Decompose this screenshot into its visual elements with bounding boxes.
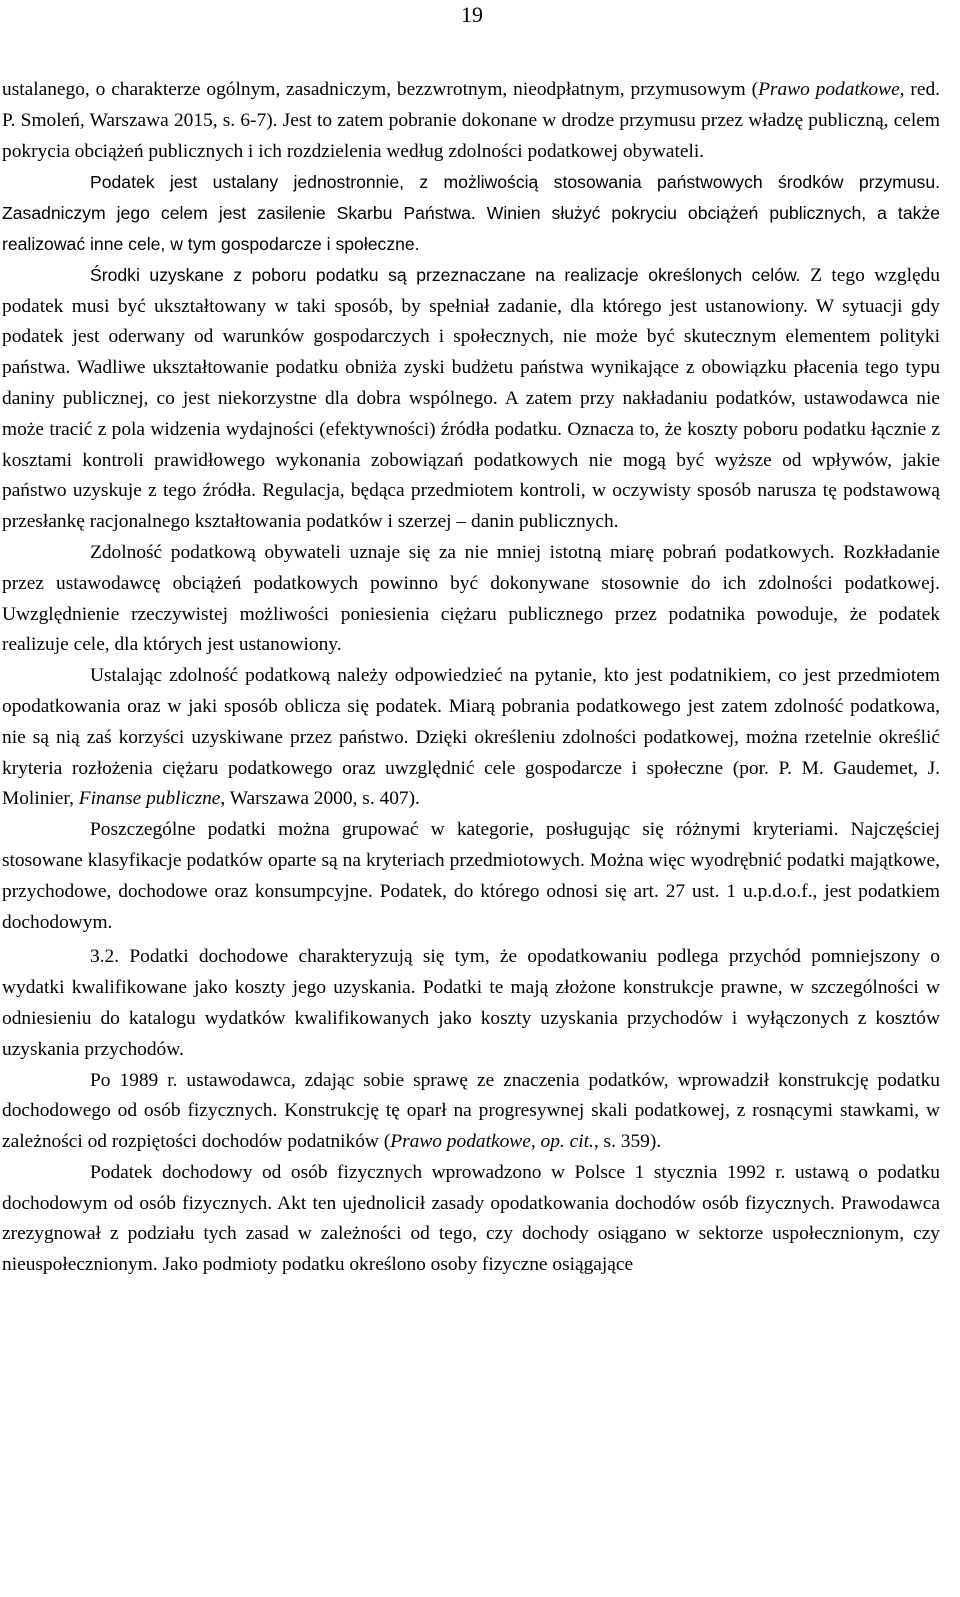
text-segment: Po 1989 r. ustawodawca, zdając sobie sprawę ze znaczenia podatków, wprowadził konstrukcję podatku dochodowego od osób fizycznych. Konstrukcję tę oparł na progresywnej skali podatkowej, z rosnącymi stawkami, w zależności od rozpiętości dochodów podatników ( (2, 1069, 940, 1153)
paragraph (2, 661, 940, 815)
text-segment: Podatek jest ustalany jednostronnie, z możliwością stosowania państwowych środków przymusu. Zasadniczym jego celem jest zasilenie Skarbu Państwa. Winien służyć pokryciu obciążeń publicznych, a także realizować inne cele, w tym gospodarcze i społeczne. (2, 172, 940, 254)
text-segment: Środki uzyskane z poboru podatku są przeznaczane na realizacje określonych celów. (90, 264, 801, 285)
paragraph (2, 942, 940, 1065)
paragraph (2, 1066, 940, 1158)
paragraph (2, 1158, 940, 1281)
paragraph (2, 260, 940, 538)
paragraph (2, 815, 940, 938)
paragraph (2, 538, 940, 661)
text-segment: ustalanego, o charakterze ogólnym, zasadniczym, bezzwrotnym, nieodpłatnym, przymusowym ( (2, 79, 759, 100)
text-segment: Prawo podatkowe (758, 79, 900, 100)
text-segment: Prawo podatkowe, op. cit. (390, 1131, 594, 1153)
text-segment: Finanse publiczne (78, 788, 221, 810)
paragraph (2, 167, 940, 259)
text-segment: , red. P. Smoleń, Warszawa 2015, s. 6-7). Jest to zatem pobranie dokonane w drodze przymusu przez władzę publiczną, celem pokrycia obciążeń publicznych i ich rozdzielenia według zdolności podatkowej obywateli. (2, 79, 940, 162)
text-segment: , s. 359). (593, 1131, 662, 1153)
text-segment: Ustalając zdolność podatkową należy odpowiedzieć na pytanie, kto jest podatnikiem, co jest przedmiotem opodatkowania oraz w jaki sposób oblicza się podatek. Miarą pobrania podatkowego jest zatem zdolność podatkowa, nie są nią zaś korzyści uzyskiwane przez państwo. Dzięki określeniu zdolności podatkowej, można rzetelnie określić kryteria rozłożenia ciężaru podatkowego oraz uwzględnić cele gospodarcze i społeczne (por. P. M. Gaudemet, J. Molinier, (2, 665, 940, 810)
document-body (2, 75, 940, 1281)
text-segment: Podatek dochodowy od osób fizycznych wprowadzono w Polsce 1 stycznia 1992 r. ustawą o podatku dochodowym od osób fizycznych. Akt ten ujednolicił zasady opodatkowania dochodów osób fizycznych. Prawodawca zrezygnował z podziału tych zasad w zależności od tego, czy dochody osiągano w sektorze uspołecznionym, czy nieuspołecznionym. Jako podmioty podatku określono osoby fizyczne osiągające (2, 1161, 940, 1276)
text-segment: , Warszawa 2000, s. 407). (220, 788, 420, 810)
text-segment: 3.2. Podatki dochodowe charakteryzują się tym, że opodatkowaniu podlega przychód pomniejszony o wydatki kwalifikowane jako koszty jego uzyskania. Podatki te mają złożone konstrukcje prawne, w szczególności w odniesieniu do katalogu wydatków kwalifikowanych jako koszty uzyskania przychodów i wyłączonych z kosztów uzyskania przychodów. (2, 946, 940, 1060)
text-segment: Poszczególne podatki można grupować w kategorie, posługując się różnymi kryteriami. Najczęściej stosowane klasyfikacje podatków oparte są na kryteriach przedmiotowych. Można więc wyodrębnić podatki majątkowe, przychodowe, dochodowe oraz konsumpcyjne. Podatek, do którego odnosi się art. 27 ust. 1 u.p.d.o.f., jest podatkiem dochodowym. (2, 819, 940, 933)
text-segment: Zdolność podatkową obywateli uznaje się za nie mniej istotną miarę pobrań podatkowych. Rozkładanie przez ustawodawcę obciążeń podatkowych powinno być dokonywane stosownie do ich zdolności podatkowej. Uwzględnienie rzeczywistej możliwości poniesienia ciężaru publicznego przez podatnika powoduje, że podatek realizuje cele, dla których jest ustanowiony. (2, 541, 940, 656)
paragraph (2, 75, 940, 167)
text-segment: Z tego względu podatek musi być ukształtowany w taki sposób, by spełniał zadanie, dla którego jest ustanowiony. W sytuacji gdy podatek jest oderwany od warunków gospodarczych i społecznych, nie może być skutecznym elementem polityki państwa. Wadliwe ukształtowanie podatku obniża zyski budżetu państwa wynikające z obowiązku płacenia tego typu daniny publicznej, co jest niekorzystne dla dobra wspólnego. A zatem przy nakładaniu podatków, ustawodawca nie może tracić z pola widzenia wydajności (efektywności) źródła podatku. Oznacza to, że koszty poboru podatku łącznie z kosztami kontroli prawidłowego wykonania zobowiązań podatkowych nie mogą być wyższe od wpływów, jakie państwo uzyskuje z tego źródła. Regulacja, będąca przedmiotem kontroli, w oczywisty sposób narusza tę podstawową przesłankę racjonalnego kształtowania podatków i szerzej – danin publicznych. (2, 264, 940, 533)
page-number: 19 (461, 2, 483, 27)
